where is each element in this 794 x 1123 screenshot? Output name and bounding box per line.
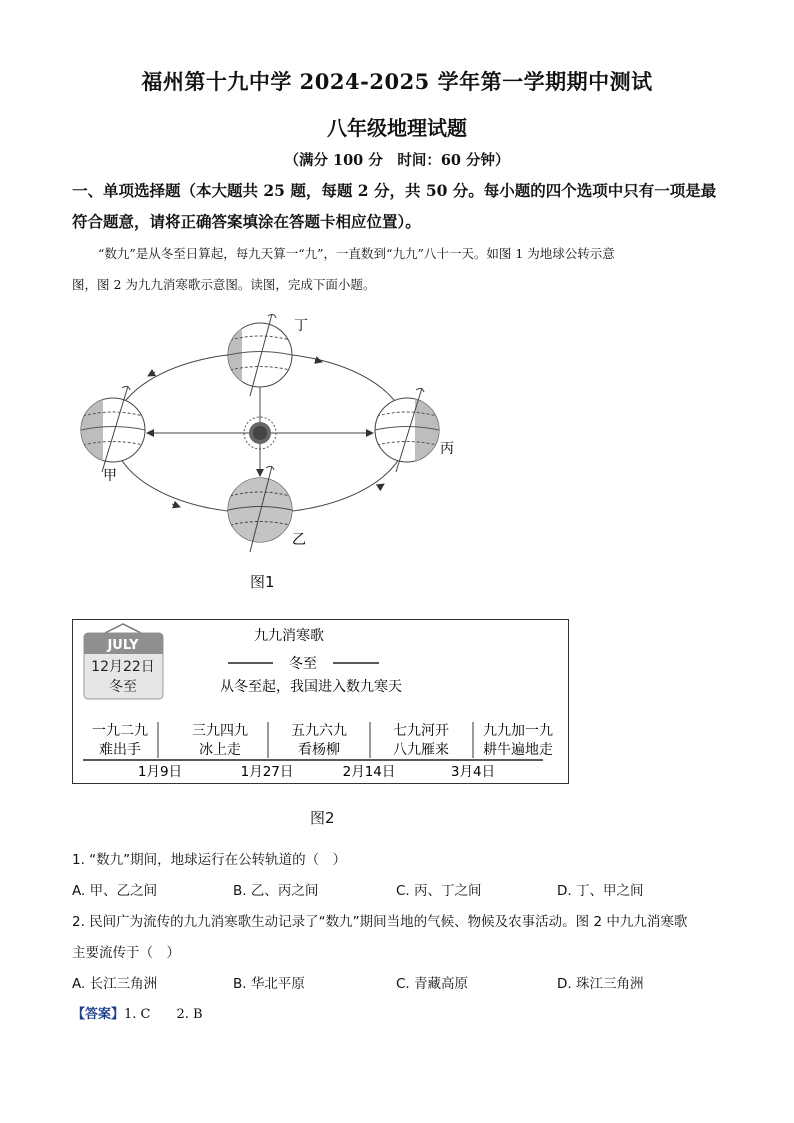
question-2-option-c[interactable]: C. 青藏高原 <box>396 976 469 992</box>
intro-line-2: 图，图 2 为九九消寒歌示意图。读图，完成下面小题。 <box>72 277 376 292</box>
earth-globe-ding <box>228 314 292 396</box>
calendar-month: JULY <box>107 638 139 653</box>
figure2-caption: 图2 <box>310 809 335 827</box>
label-bing: 丙 <box>440 441 454 457</box>
label-ding: 丁 <box>294 318 308 334</box>
section-heading-cont: 符合题意，请将正确答案填涂在答题卡相应位置）。 <box>72 212 421 231</box>
calendar-date: 12月22日 <box>91 659 155 675</box>
answer-line <box>72 1003 203 1022</box>
question-1-option-b[interactable]: B. 乙、丙之间 <box>233 883 319 899</box>
column-4-line2: 八九雁来 <box>393 742 449 758</box>
nine-nine-song-graphic <box>73 620 568 783</box>
solstice-label: 冬至 <box>289 656 317 672</box>
date-1: 1月9日 <box>137 764 183 780</box>
nine-nine-song-panel <box>72 619 569 784</box>
label-jia: 甲 <box>103 468 117 484</box>
intro-line-1: “数九”是从冬至日算起，每九天算一“九”，一直数到“九九”八十一天。如图 1 为地球公转示意 <box>98 246 615 261</box>
question-2-option-b[interactable]: B. 华北平原 <box>233 976 305 992</box>
question-1-option-a[interactable]: A. 甲、乙之间 <box>72 883 158 899</box>
song-subtitle: 从冬至起，我国进入数九寒天 <box>220 679 402 695</box>
question-2-stem-cont: 主要流传于（ ） <box>72 945 180 961</box>
question-1-option-d[interactable]: D. 丁、甲之间 <box>557 883 644 899</box>
column-4-line1: 七九河开 <box>393 723 449 739</box>
question-2-option-a[interactable]: A. 长江三角洲 <box>72 976 158 992</box>
column-2-line2: 冰上走 <box>199 742 241 758</box>
date-4: 3月4日 <box>450 764 496 780</box>
exam-meta: （满分 100 分 时间：60 分钟） <box>284 152 510 169</box>
label-yi: 乙 <box>292 532 306 548</box>
answer-text: 1. C 2. B <box>124 1007 203 1022</box>
answer-tag: 【答案】 <box>72 1007 125 1022</box>
song-title: 九九消寒歌 <box>254 628 324 644</box>
column-2-line1: 三九四九 <box>192 723 248 739</box>
earth-globe-jia <box>81 386 145 472</box>
question-2-stem: 2. 民间广为流传的九九消寒歌生动记录了“数九”期间当地的气候、物候及农事活动。图 2 中九九消寒歌 <box>72 914 688 930</box>
figure1-caption: 图1 <box>250 573 275 591</box>
column-5-line1: 九九加一九 <box>483 723 553 739</box>
calendar-icon <box>84 624 163 699</box>
calendar-festival: 冬至 <box>109 679 137 695</box>
question-1-option-c[interactable]: C. 丙、丁之间 <box>396 883 482 899</box>
column-3-line1: 五九六九 <box>291 723 347 739</box>
date-3: 2月14日 <box>342 764 396 780</box>
question-2-option-d[interactable]: D. 珠江三角洲 <box>557 976 644 992</box>
date-2: 1月27日 <box>240 764 294 780</box>
question-1-stem: 1. “数九”期间，地球运行在公转轨道的（ ） <box>72 852 347 868</box>
exam-subject: 八年级地理试题 <box>327 116 467 140</box>
earth-globe-bing <box>375 388 445 472</box>
earth-orbit-diagram <box>60 300 480 560</box>
section-heading: 一、单项选择题（本大题共 25 题，每题 2 分，共 50 分。每小题的四个选项中只有一项是最 <box>72 181 717 200</box>
column-1-line2: 难出手 <box>99 742 141 758</box>
exam-title: 福州第十九中学 2024-2025 学年第一学期期中测试 <box>141 69 653 94</box>
earth-globe-yi <box>228 466 292 552</box>
column-5-line2: 耕牛遍地走 <box>483 742 553 758</box>
column-1-line1: 一九二九 <box>92 723 148 739</box>
column-3-line2: 看杨柳 <box>298 742 340 758</box>
